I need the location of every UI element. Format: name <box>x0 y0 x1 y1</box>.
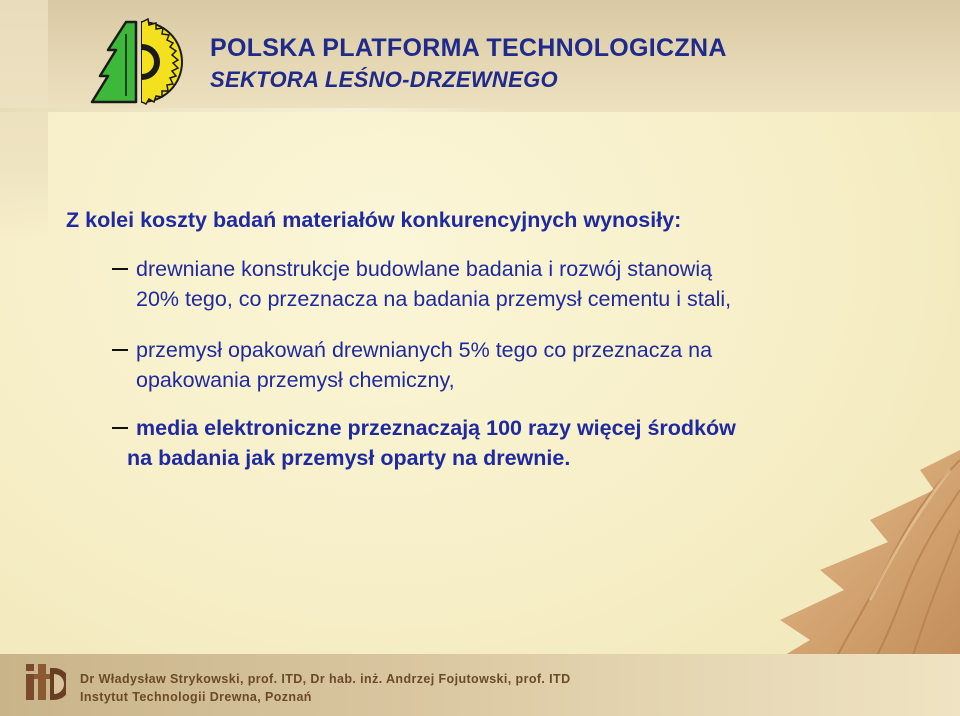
dash-bullet-icon <box>112 427 128 429</box>
wood-grain-decoration <box>720 430 960 690</box>
bullet-3-line-2: na badania jak przemysł oparty na drewnie. <box>127 446 571 470</box>
bullet-1-line-2: 20% tego, co przeznacza na badania przemysł cementu i stali, <box>136 287 732 311</box>
platform-title: POLSKA PLATFORMA TECHNOLOGICZNA <box>210 34 727 62</box>
intro-text: Z kolei koszty badań materiałów konkurencyjnych wynosiły: <box>66 208 682 232</box>
bullet-item-3 <box>112 413 736 473</box>
footer-institute: Instytut Technologii Drewna, Poznań <box>80 690 312 704</box>
dash-bullet-icon <box>112 349 128 351</box>
dash-bullet-icon <box>112 268 128 270</box>
itd-institute-logo-icon <box>24 660 66 702</box>
bullet-3-line-1: media elektroniczne przeznaczają 100 razy więcej środków <box>136 416 736 440</box>
footer-authors: Dr Władysław Strykowski, prof. ITD, Dr hab. inż. Andrzej Fojutowski, prof. ITD <box>80 672 571 686</box>
tree-saw-logo-icon <box>86 16 194 108</box>
left-decor-strip <box>0 0 48 240</box>
bullet-1-line-1: drewniane konstrukcje budowlane badania i rozwój stanowią <box>136 257 713 281</box>
bullet-item-1 <box>112 254 731 314</box>
bullet-item-2 <box>112 335 712 395</box>
bullet-2-line-1: przemysł opakowań drewnianych 5% tego co przeznacza na <box>136 338 713 362</box>
sector-subtitle: SEKTORA LEŚNO-DRZEWNEGO <box>210 67 558 92</box>
header-divider <box>0 108 510 112</box>
bullet-2-line-2: opakowania przemysł chemiczny, <box>136 368 455 392</box>
